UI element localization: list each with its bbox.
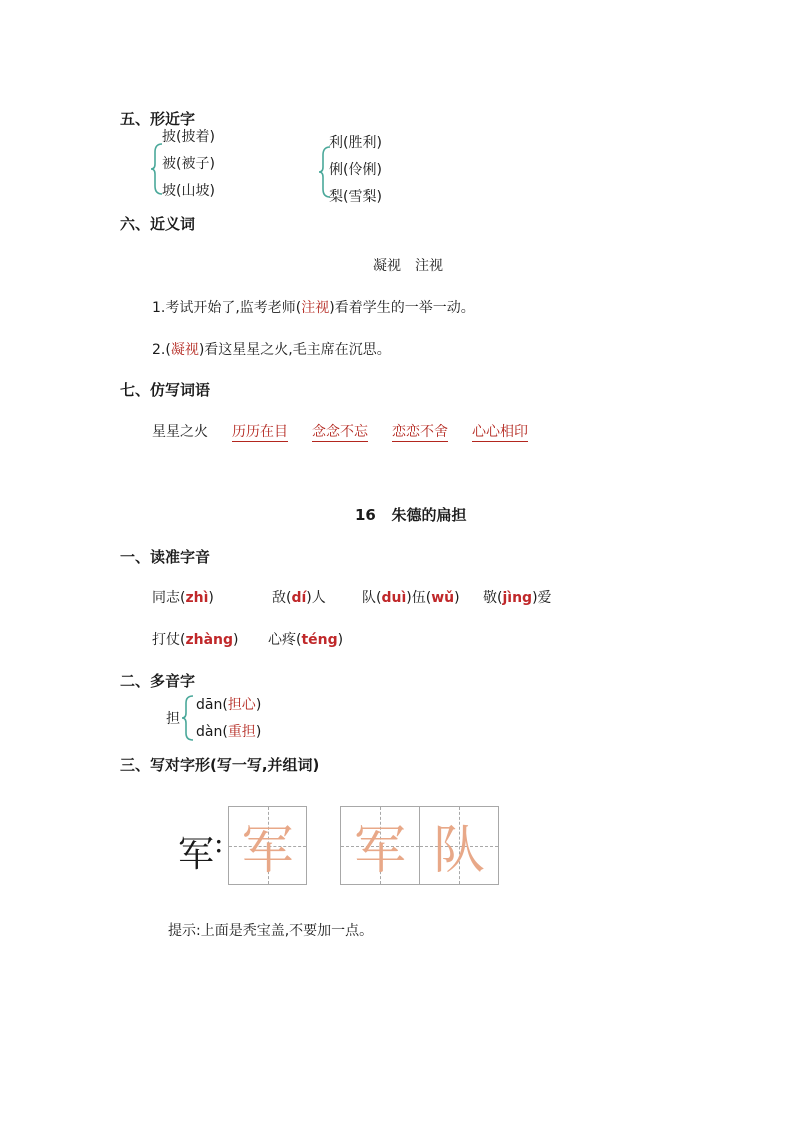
pinyin-item: 队(duì)伍(wǔ) <box>362 590 460 606</box>
similar-char-item: 披(披着) <box>162 129 215 145</box>
polyphone-reading: dān(担心) <box>196 697 262 713</box>
lesson-title: 16 朱德的扁担 <box>355 506 467 524</box>
polyphone-reading: dàn(重担) <box>196 724 262 740</box>
pinyin-item: 心疼(téng) <box>268 632 344 648</box>
pinyin-item: 敌(dí)人 <box>272 590 326 606</box>
polyphone-section-title: 二、多音字 <box>120 672 196 690</box>
answer-word: 念念不忘 <box>312 424 368 440</box>
writing-grid <box>228 806 307 885</box>
pinyin-item: 打仗(zhàng) <box>152 632 239 648</box>
pinyin-item: 同志(zhì) <box>152 590 214 606</box>
section-5-title: 五、形近字 <box>120 110 196 128</box>
writing-section-title: 三、写对字形(写一写,并组词) <box>120 756 320 774</box>
grid-char: 队 <box>432 821 485 881</box>
question-2: 2.(凝视)看这星星之火,毛主席在沉思。 <box>152 342 391 358</box>
colon: : <box>214 826 224 859</box>
hint-text: 提示:上面是秃宝盖,不要加一点。 <box>168 923 374 939</box>
pinyin-item: 敬(jìng)爱 <box>483 590 552 606</box>
section-7-title: 七、仿写词语 <box>120 381 211 399</box>
synonym-pair: 凝视 注视 <box>373 258 443 274</box>
question-1: 1.考试开始了,监考老师(注视)看着学生的一举一动。 <box>152 300 475 316</box>
brace-icon <box>181 694 195 742</box>
writing-grid <box>419 806 499 885</box>
polyphone-char: 担 <box>166 711 180 727</box>
answer-word: 心心相印 <box>472 424 528 440</box>
writing-grid <box>340 806 420 885</box>
similar-char-item: 利(胜利) <box>329 135 382 151</box>
answer-word: 恋恋不舍 <box>392 424 448 440</box>
grid-char: 军 <box>241 821 294 881</box>
grid-char: 军 <box>353 821 406 881</box>
similar-char-item: 梨(雪梨) <box>329 189 382 205</box>
reading-section-title: 一、读准字音 <box>120 548 211 566</box>
answer-text: 注视 <box>301 300 330 316</box>
answer-text: 凝视 <box>170 342 199 358</box>
similar-char-item: 俐(伶俐) <box>329 162 382 178</box>
similar-char-item: 被(被子) <box>162 156 215 172</box>
target-char: 军 <box>178 834 215 875</box>
similar-char-item: 坡(山坡) <box>162 183 215 199</box>
example-word: 星星之火 <box>152 424 208 440</box>
section-6-title: 六、近义词 <box>120 215 196 233</box>
answer-word: 历历在目 <box>232 424 288 440</box>
